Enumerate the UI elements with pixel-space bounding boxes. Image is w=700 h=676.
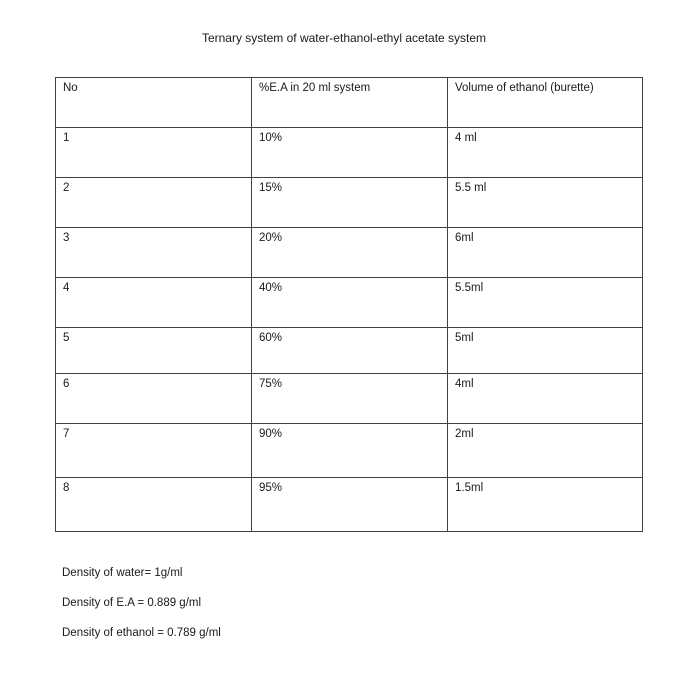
cell-ea-percent: 40%	[252, 278, 448, 328]
cell-ethanol-volume: 5ml	[448, 328, 643, 374]
table-row	[56, 424, 643, 478]
density-notes	[62, 566, 221, 656]
cell-ethanol-volume: 4 ml	[448, 128, 643, 178]
table-row	[56, 228, 643, 278]
header-ethanol-volume: Volume of ethanol (burette)	[448, 78, 643, 128]
results-table	[55, 77, 643, 532]
density-water-note: Density of water= 1g/ml	[62, 567, 183, 579]
document-title: Ternary system of water-ethanol-ethyl acetate system	[201, 31, 487, 45]
table-row	[56, 278, 643, 328]
cell-no: 8	[56, 478, 252, 532]
table-row	[56, 128, 643, 178]
cell-ethanol-volume: 5.5ml	[448, 278, 643, 328]
cell-no: 7	[56, 424, 252, 478]
cell-no: 2	[56, 178, 252, 228]
table-row	[56, 374, 643, 424]
cell-ea-percent: 15%	[252, 178, 448, 228]
header-ea-percent: %E.A in 20 ml system	[252, 78, 448, 128]
header-no: No	[56, 78, 252, 128]
cell-ea-percent: 60%	[252, 328, 448, 374]
cell-ea-percent: 95%	[252, 478, 448, 532]
cell-ethanol-volume: 4ml	[448, 374, 643, 424]
table-row	[56, 328, 643, 374]
cell-ethanol-volume: 1.5ml	[448, 478, 643, 532]
cell-no: 5	[56, 328, 252, 374]
cell-no: 3	[56, 228, 252, 278]
cell-ethanol-volume: 5.5 ml	[448, 178, 643, 228]
cell-ea-percent: 10%	[252, 128, 448, 178]
cell-no: 4	[56, 278, 252, 328]
cell-ethanol-volume: 2ml	[448, 424, 643, 478]
cell-no: 1	[56, 128, 252, 178]
cell-ethanol-volume: 6ml	[448, 228, 643, 278]
table-row	[56, 178, 643, 228]
table-row	[56, 478, 643, 532]
cell-no: 6	[56, 374, 252, 424]
cell-ea-percent: 90%	[252, 424, 448, 478]
cell-ea-percent: 75%	[252, 374, 448, 424]
table-header-row	[56, 78, 643, 128]
density-ea-note: Density of E.A = 0.889 g/ml	[62, 597, 202, 609]
cell-ea-percent: 20%	[252, 228, 448, 278]
density-ethanol-note: Density of ethanol = 0.789 g/ml	[62, 627, 221, 639]
